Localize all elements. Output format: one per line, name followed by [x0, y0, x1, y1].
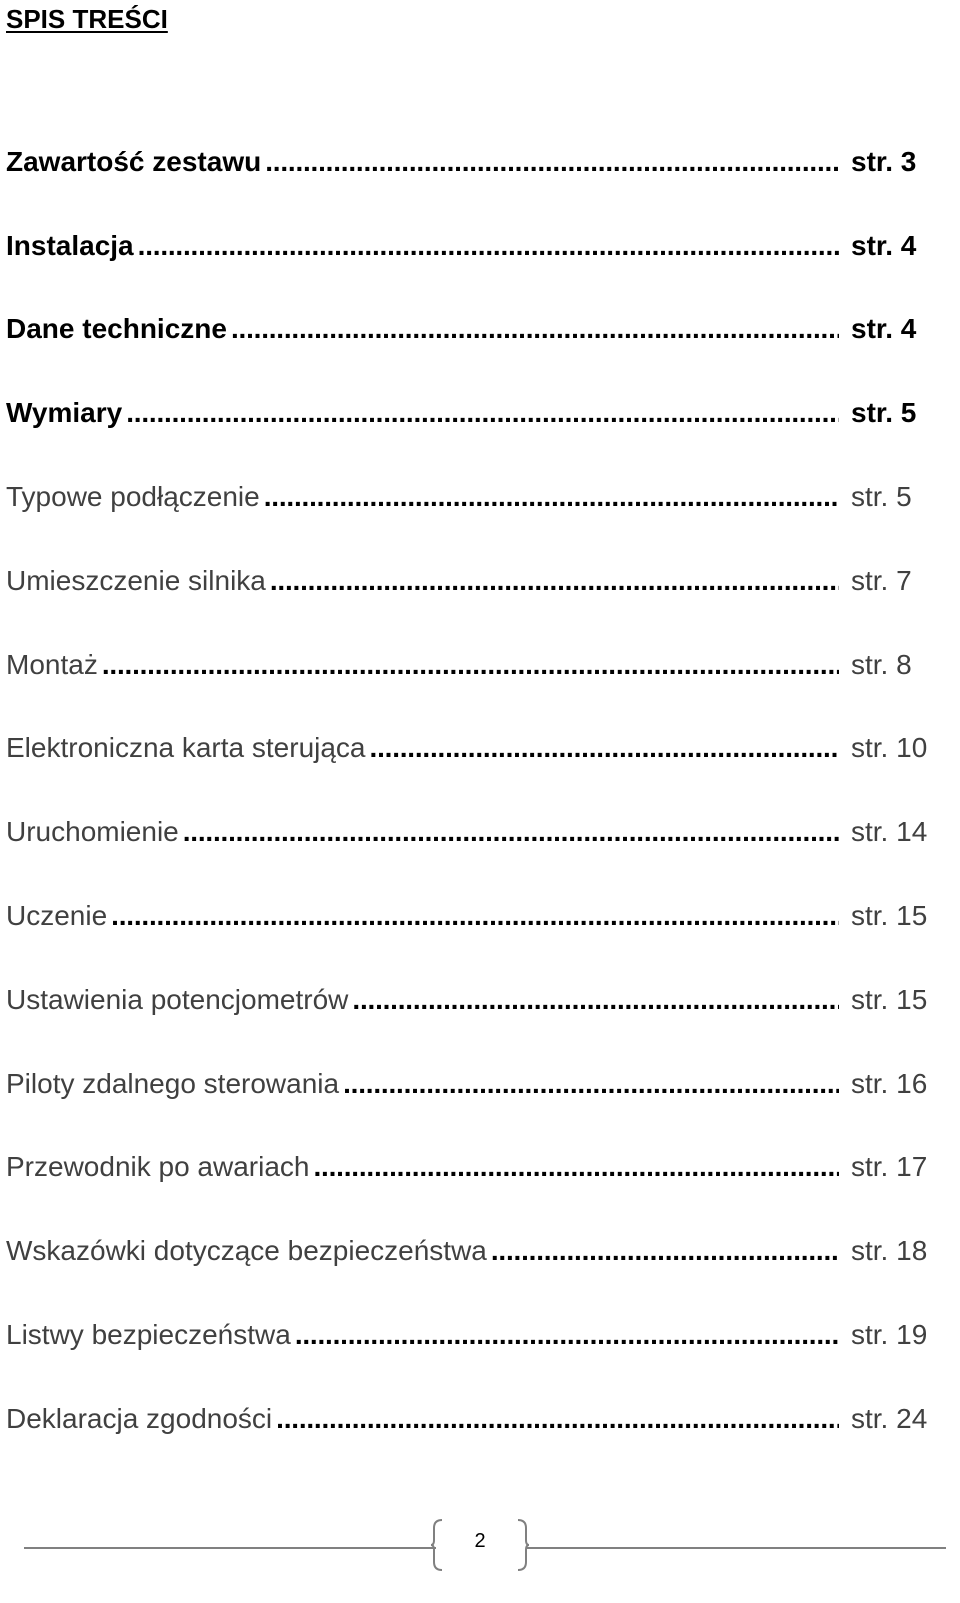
toc-entry-title: Umieszczenie silnika	[6, 564, 266, 596]
toc-leader-dots	[231, 313, 839, 345]
toc-entry-page: str. 15	[851, 900, 928, 932]
toc-entry-title: Zawartość zestawu	[6, 145, 262, 177]
toc-entry-page: str. 16	[851, 1067, 928, 1099]
toc-entry-title: Uruchomienie	[6, 816, 179, 848]
toc-leader-dots	[352, 984, 839, 1016]
toc-entry-page: str. 8	[851, 648, 912, 680]
toc-leader-dots	[264, 481, 839, 513]
toc-row[interactable]	[6, 1293, 951, 1377]
toc-entry-title: Montaż	[6, 648, 98, 680]
toc-row[interactable]	[6, 455, 951, 539]
toc-leader-dots	[265, 146, 839, 178]
toc-entry-title: Piloty zdalnego sterowania	[6, 1067, 340, 1099]
toc-leader-dots	[126, 397, 839, 429]
toc-entry-page: str. 15	[851, 983, 928, 1015]
footer-rule-right	[526, 1547, 946, 1549]
toc-entry-page: str. 7	[851, 564, 912, 596]
toc-entry-page: str. 3	[851, 145, 917, 177]
toc-row[interactable]	[6, 1042, 951, 1126]
toc-row[interactable]	[6, 623, 951, 707]
toc-entry-page: str. 14	[851, 816, 928, 848]
toc-leader-dots	[102, 649, 839, 681]
toc-row[interactable]	[6, 539, 951, 623]
toc-row[interactable]	[6, 790, 951, 874]
toc-entry-page: str. 10	[851, 732, 928, 764]
toc-leader-dots	[111, 900, 839, 932]
toc-entry-title: Instalacja	[6, 229, 134, 261]
toc-entry-page: str. 5	[851, 397, 917, 429]
toc-leader-dots	[270, 565, 839, 597]
toc-row[interactable]	[6, 874, 951, 958]
toc-entry-page: str. 18	[851, 1235, 928, 1267]
toc-entry-title: Dane techniczne	[6, 313, 227, 345]
table-of-contents	[6, 120, 951, 1461]
toc-entry-title: Przewodnik po awariach	[6, 1151, 310, 1183]
toc-entry-title: Wymiary	[6, 397, 123, 429]
toc-row[interactable]	[6, 1209, 951, 1293]
footer-bracket-right-icon	[516, 1518, 530, 1572]
toc-leader-dots	[491, 1235, 839, 1267]
toc-entry-page: str. 4	[851, 313, 917, 345]
toc-row[interactable]	[6, 707, 951, 791]
toc-row[interactable]	[6, 204, 951, 288]
toc-leader-dots	[314, 1151, 840, 1183]
toc-entry-title: Deklaracja zgodności	[6, 1402, 273, 1434]
toc-row[interactable]	[6, 288, 951, 372]
toc-leader-dots	[370, 732, 839, 764]
toc-leader-dots	[343, 1068, 839, 1100]
toc-row[interactable]	[6, 1126, 951, 1210]
toc-entry-page: str. 5	[851, 481, 912, 513]
toc-row[interactable]	[6, 1377, 951, 1461]
toc-entry-title: Listwy bezpieczeństwa	[6, 1319, 291, 1351]
toc-row[interactable]	[6, 120, 951, 204]
toc-entry-page: str. 4	[851, 229, 917, 261]
page-number: 2	[474, 1530, 486, 1552]
page-footer	[0, 1518, 960, 1578]
page-title: SPIS TREŚCI	[6, 4, 168, 34]
toc-entry-title: Ustawienia potencjometrów	[6, 983, 349, 1015]
toc-leader-dots	[276, 1403, 839, 1435]
toc-entry-page: str. 24	[851, 1402, 928, 1434]
toc-leader-dots	[138, 230, 839, 262]
footer-rule-left	[24, 1547, 436, 1549]
footer-bracket-left-icon	[430, 1518, 444, 1572]
toc-entry-page: str. 19	[851, 1319, 928, 1351]
toc-entry-title: Uczenie	[6, 900, 108, 932]
toc-row[interactable]	[6, 371, 951, 455]
toc-entry-title: Typowe podłączenie	[6, 481, 260, 513]
toc-entry-title: Wskazówki dotyczące bezpieczeństwa	[6, 1235, 487, 1267]
toc-entry-page: str. 17	[851, 1151, 928, 1183]
toc-leader-dots	[295, 1319, 839, 1351]
toc-entry-title: Elektroniczna karta sterująca	[6, 732, 366, 764]
toc-leader-dots	[183, 816, 839, 848]
toc-row[interactable]	[6, 958, 951, 1042]
